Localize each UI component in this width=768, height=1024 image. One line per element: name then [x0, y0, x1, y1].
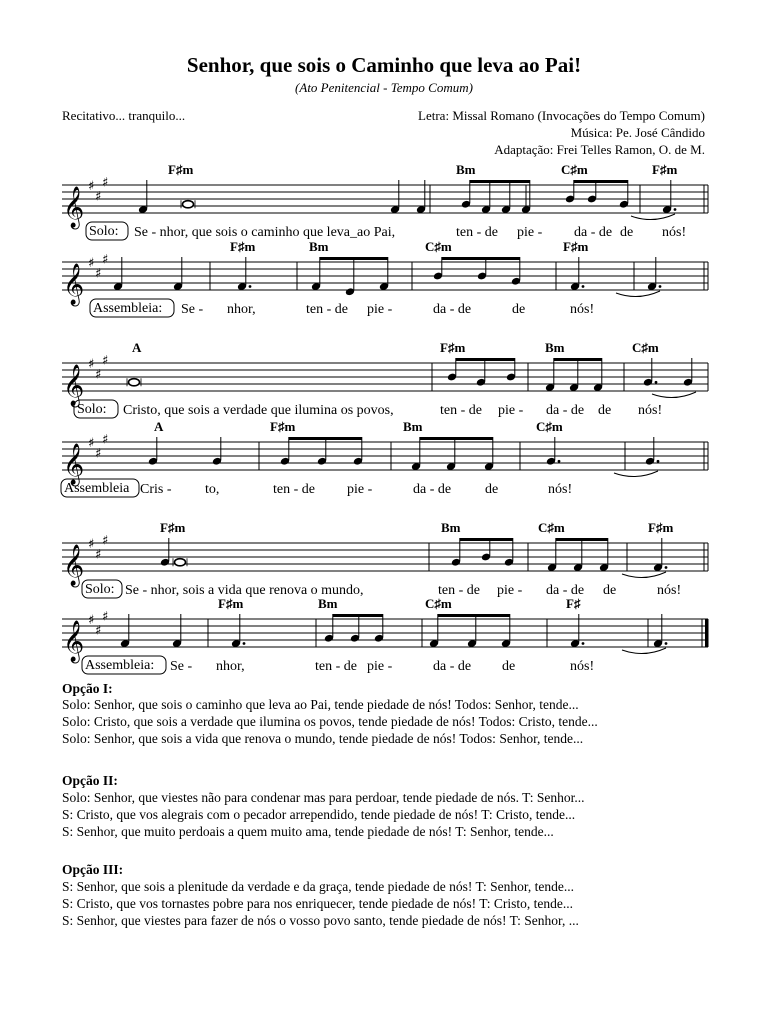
dot-mark: [665, 566, 668, 569]
part-label: Solo:: [89, 224, 119, 239]
lyric-syllable: nós!: [662, 225, 687, 240]
tempo-marking: Recitativo... tranquilo...: [62, 108, 186, 123]
lyric-syllable: de: [598, 403, 612, 418]
chord-symbol: C♯m: [632, 340, 659, 355]
option-3-line: S: Cristo, que vos tornastes pobre para nos enriquecer, tende piedade de nós! T: Cristo, tende...: [62, 896, 574, 911]
treble-clef-icon: 𝄞: [63, 545, 85, 586]
chord-symbol: A: [154, 419, 164, 434]
chord-symbol: F♯m: [652, 162, 678, 177]
lyric-syllable: ten - de: [440, 403, 482, 418]
dot-mark: [582, 285, 585, 288]
lyric-syllable: Se - nhor, que sois o caminho que leva_ao Pai,: [134, 225, 396, 240]
whole-note: [129, 379, 140, 386]
chord-symbol: Bm: [456, 162, 476, 177]
beam: [333, 614, 383, 617]
dot-mark: [243, 642, 246, 645]
sharp-icon: ♯: [95, 446, 102, 462]
chord-symbol: F♯m: [230, 239, 256, 254]
chord-symbol: C♯m: [425, 239, 452, 254]
sharp-icon: ♯: [88, 613, 95, 628]
option-2-line: S: Cristo, que vos alegrais com o pecador arrependido, tende piedade de nós! T: Cristo, tende...: [62, 807, 576, 822]
lyric-syllable: nós!: [548, 482, 573, 497]
sharp-icon: ♯: [102, 252, 109, 268]
lyric-syllable: pie -: [367, 659, 393, 674]
chord-symbol: F♯m: [160, 520, 186, 535]
lyric-syllable: de: [603, 583, 617, 598]
beam: [574, 180, 628, 183]
chord-symbol: F♯m: [440, 340, 466, 355]
option-2-line: Solo: Senhor, que viestes não para condenar mas para perdoar, tende piedade de nós. T: Senhor...: [62, 790, 585, 805]
lyric-syllable: Se -: [170, 659, 193, 674]
treble-clef-icon: 𝄞: [63, 444, 85, 485]
slur: [614, 471, 658, 477]
lyric-syllable: pie -: [498, 403, 524, 418]
chord-symbol: F♯m: [648, 520, 674, 535]
final-bar-line: [705, 619, 709, 647]
lyric-syllable: Cristo, que sois a verdade que ilumina os povos,: [123, 403, 394, 418]
lyric-syllable: da - de: [546, 403, 585, 418]
chord-symbol: Bm: [545, 340, 565, 355]
chord-symbol: C♯m: [538, 520, 565, 535]
sharp-icon: ♯: [95, 266, 102, 282]
chord-symbol: Bm: [318, 596, 338, 611]
chord-symbol: C♯m: [536, 419, 563, 434]
option-3-title: Opção III:: [62, 862, 124, 877]
treble-clef-icon: 𝄞: [63, 264, 85, 305]
chord-symbol: F♯m: [218, 596, 244, 611]
part-label: Solo:: [85, 582, 115, 597]
slur: [631, 214, 675, 220]
option-2-title: Opção II:: [62, 773, 118, 788]
chord-symbol: F♯m: [563, 239, 589, 254]
dot-mark: [558, 460, 561, 463]
credit-music: Música: Pe. José Cândido: [570, 125, 705, 140]
option-1-title: Opção I:: [62, 681, 113, 696]
option-1-line: Solo: Senhor, que sois a vida que renova o mundo, tende piedade de nós! Todos: Senhor, tende...: [62, 731, 584, 746]
lyric-syllable: ten - de: [273, 482, 315, 497]
lyric-syllable: da - de: [433, 302, 472, 317]
lyric-syllable: pie -: [497, 583, 523, 598]
beam: [420, 437, 493, 440]
sharp-icon: ♯: [95, 623, 102, 639]
credit-lyrics: Letra: Missal Romano (Invocações do Tempo Comum): [418, 108, 705, 123]
lyric-syllable: pie -: [517, 225, 543, 240]
lyric-syllable: ten - de: [456, 225, 498, 240]
sharp-icon: ♯: [95, 367, 102, 383]
sharp-icon: ♯: [95, 547, 102, 563]
slur: [652, 392, 696, 398]
lyric-syllable: nós!: [657, 583, 682, 598]
slur: [622, 572, 666, 578]
lyric-syllable: Se -: [181, 302, 204, 317]
dot-mark: [657, 460, 660, 463]
chord-symbol: Bm: [403, 419, 423, 434]
lyric-syllable: ten - de: [306, 302, 348, 317]
staff-system: [0, 414, 768, 504]
chord-symbol: F♯m: [168, 162, 194, 177]
option-1-line: Solo: Senhor, que sois o caminho que leva ao Pai, tende piedade de nós! Todos: Senhor, tende...: [62, 697, 579, 712]
beam: [289, 437, 362, 440]
beam: [320, 257, 388, 260]
sharp-icon: ♯: [95, 189, 102, 205]
lyric-syllable: pie -: [367, 302, 393, 317]
beam: [556, 538, 608, 541]
option-3-line: S: Senhor, que sois a plenitude da verdade e da graça, tende piedade de nós! T: Senhor, tende...: [62, 879, 574, 894]
lyric-syllable: de: [485, 482, 499, 497]
sharp-icon: ♯: [88, 537, 95, 552]
sharp-icon: ♯: [88, 436, 95, 451]
beam: [442, 257, 520, 260]
sharp-icon: ♯: [102, 353, 109, 369]
slur: [622, 648, 666, 654]
chord-symbol: Bm: [441, 520, 461, 535]
whole-note: [183, 201, 194, 208]
lyric-syllable: de: [512, 302, 526, 317]
page-subtitle: (Ato Penitencial - Tempo Comum): [295, 80, 473, 95]
lyric-syllable: nhor,: [227, 302, 256, 317]
sharp-icon: ♯: [102, 533, 109, 549]
credit-adaptation: Adaptação: Frei Telles Ramon, O. de M.: [494, 142, 705, 157]
lyric-syllable: da - de: [546, 583, 585, 598]
lyric-syllable: ten - de: [438, 583, 480, 598]
dot-mark: [674, 208, 677, 211]
beam: [460, 538, 513, 541]
sharp-icon: ♯: [88, 357, 95, 372]
part-label: Assembleia: [64, 481, 130, 496]
beam: [554, 358, 602, 361]
option-1-line: Solo: Cristo, que sois a verdade que ilumina os povos, tende piedade de nós! Todos: Cristo, tende...: [62, 714, 598, 729]
lyric-syllable: nós!: [570, 659, 595, 674]
part-label: Solo:: [77, 402, 107, 417]
lyric-syllable: Se - nhor, sois a vida que renova o mundo,: [125, 583, 364, 598]
sharp-icon: ♯: [102, 432, 109, 448]
dot-mark: [655, 381, 658, 384]
treble-clef-icon: 𝄞: [63, 187, 85, 228]
sharp-icon: ♯: [102, 175, 109, 191]
chord-symbol: F♯: [566, 596, 581, 611]
part-label: Assembleia:: [93, 301, 163, 316]
treble-clef-icon: 𝄞: [63, 365, 85, 406]
option-2-line: S: Senhor, que muito perdoais a quem muito ama, tende piedade de nós! T: Senhor, tende...: [62, 824, 554, 839]
chord-symbol: A: [132, 340, 142, 355]
part-label: Assembleia:: [85, 658, 155, 673]
lyric-syllable: Cris -: [140, 482, 172, 497]
dot-mark: [659, 285, 662, 288]
lyric-syllable: pie -: [347, 482, 373, 497]
lyric-syllable: nhor,: [216, 659, 245, 674]
chord-symbol: Bm: [309, 239, 329, 254]
lyric-syllable: da - de: [433, 659, 472, 674]
page-title: Senhor, que sois o Caminho que leva ao Pai!: [186, 53, 582, 77]
staff-system: [0, 335, 768, 425]
lyric-syllable: ten - de: [315, 659, 357, 674]
chord-symbol: C♯m: [561, 162, 588, 177]
chord-symbol: F♯m: [270, 419, 296, 434]
option-3-line: S: Senhor, que viestes para fazer de nós o vosso povo santo, tende piedade de nós! T: Senhor, ...: [62, 913, 579, 928]
sharp-icon: ♯: [88, 179, 95, 194]
sharp-icon: ♯: [88, 256, 95, 271]
beam: [456, 358, 515, 361]
lyric-syllable: de: [620, 225, 634, 240]
dot-mark: [582, 642, 585, 645]
sharp-icon: ♯: [102, 609, 109, 625]
lyric-syllable: de: [502, 659, 516, 674]
staff-system: [0, 234, 768, 324]
beam: [438, 614, 510, 617]
staff-system: [0, 591, 768, 681]
lyric-syllable: nós!: [570, 302, 595, 317]
treble-clef-icon: 𝄞: [63, 621, 85, 662]
beam: [470, 180, 530, 183]
lyric-syllable: da - de: [574, 225, 613, 240]
chord-symbol: C♯m: [425, 596, 452, 611]
lyric-syllable: to,: [205, 482, 220, 497]
whole-note: [175, 559, 186, 566]
dot-mark: [249, 285, 252, 288]
lyric-syllable: da - de: [413, 482, 452, 497]
dot-mark: [665, 642, 668, 645]
lyric-syllable: nós!: [638, 403, 663, 418]
slur: [616, 291, 660, 297]
